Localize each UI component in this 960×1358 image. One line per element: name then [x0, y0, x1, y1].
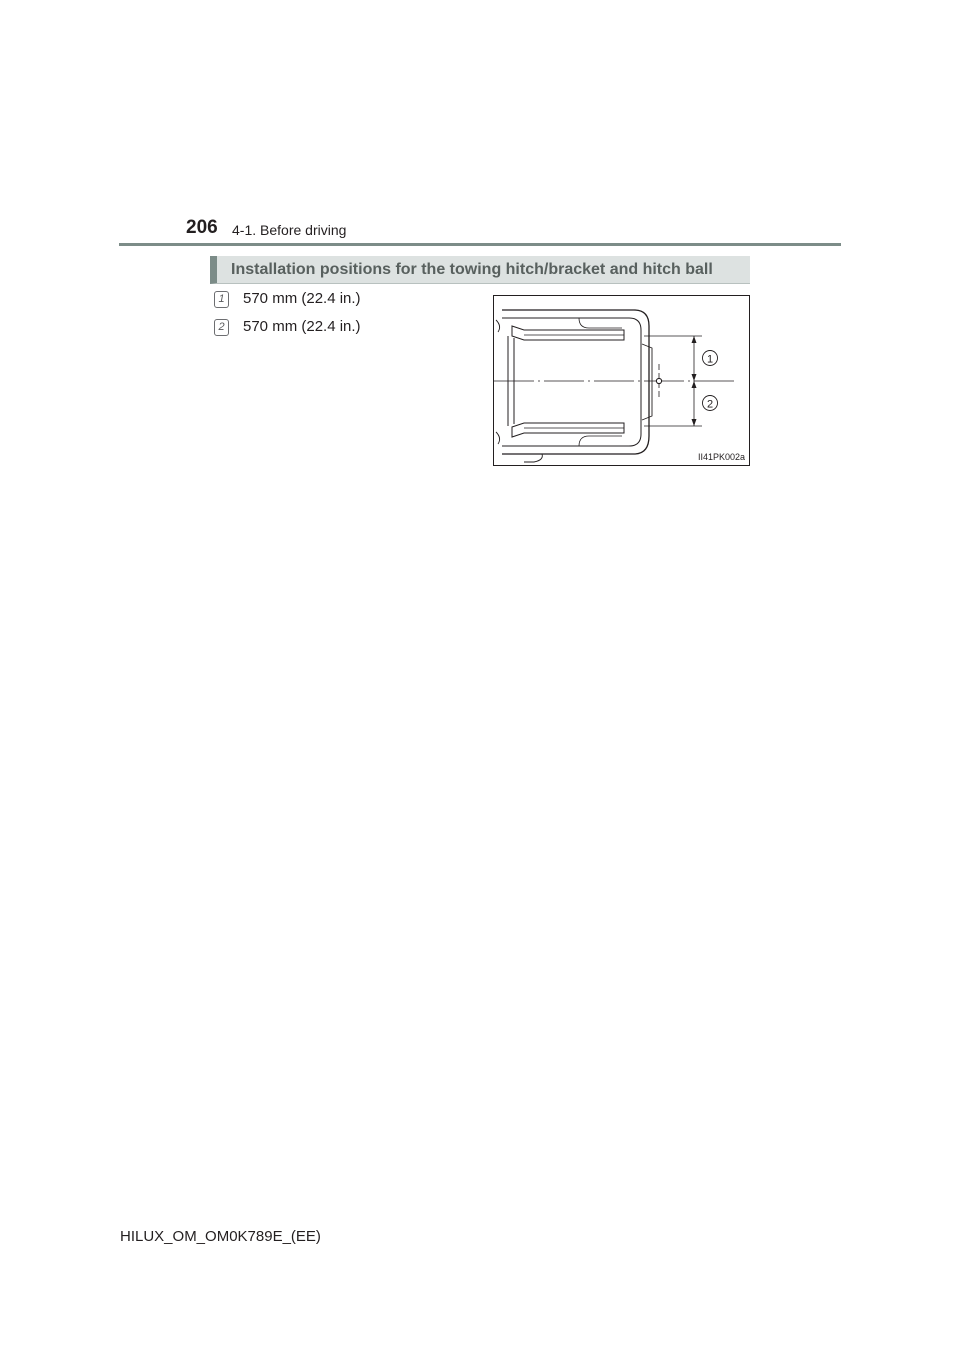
item-number-badge: 1 — [214, 291, 229, 308]
vehicle-rear-diagram — [493, 295, 750, 466]
item-text: 570 mm (22.4 in.) — [243, 290, 361, 307]
header-rule — [119, 243, 841, 246]
item-text: 570 mm (22.4 in.) — [243, 318, 361, 335]
section-label: 4-1. Before driving — [232, 222, 347, 238]
figure-code: II41PK002a — [697, 452, 745, 462]
topic-heading-text: Installation positions for the towing hitch/bracket and hitch ball — [231, 261, 713, 278]
list-item — [214, 290, 361, 308]
topic-heading — [210, 256, 750, 284]
list-item — [214, 318, 361, 336]
vehicle-top-view-illustration — [494, 296, 751, 467]
callout-2: 2 — [706, 398, 714, 411]
page-number: 206 — [186, 217, 218, 238]
item-number-badge: 2 — [214, 319, 229, 336]
callout-1: 1 — [706, 353, 714, 366]
footer-doc-id: HILUX_OM_OM0K789E_(EE) — [120, 1228, 321, 1245]
